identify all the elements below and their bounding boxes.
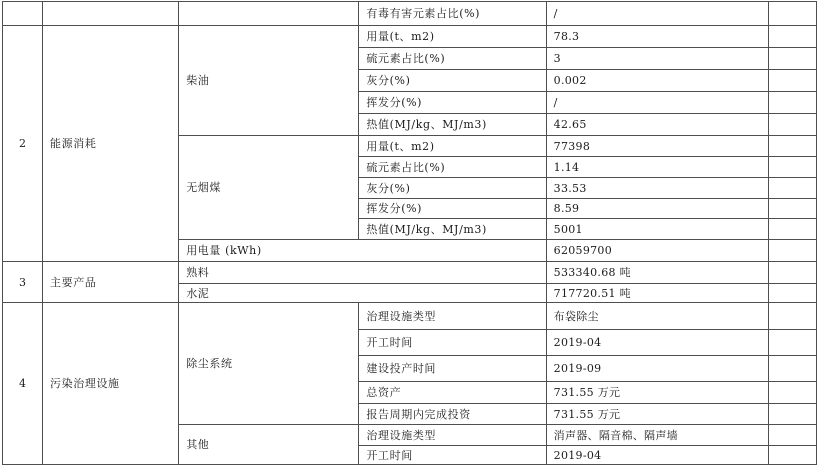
value-cell: 62059700 [546,240,768,262]
subcategory-cell: 熟料 [179,262,546,284]
spacer-cell [768,199,816,219]
subcategory-cell: 无烟煤 [179,136,359,240]
category-cell [43,2,179,26]
spacer-cell [768,446,816,465]
subcategory-cell: 用电量 (kWh) [179,240,546,262]
spacer-cell [768,356,816,382]
value-cell: 消声器、隔音棉、隔声墙 [546,425,768,446]
spacer-cell [768,2,816,26]
value-cell: 42.65 [546,114,768,136]
spacer-cell [768,48,816,70]
spacer-cell [768,425,816,446]
property-cell: 挥发分(%) [359,92,546,114]
subcategory-cell [179,2,359,26]
row-number-cell [3,2,43,26]
table-row [3,303,817,330]
row-number-cell: 3 [3,262,43,303]
spacer-cell [768,92,816,114]
category-cell: 能源消耗 [43,26,179,262]
value-cell: 布袋除尘 [546,303,768,330]
property-cell: 硫元素占比(%) [359,157,546,178]
property-cell: 开工时间 [359,330,546,356]
value-cell: / [546,92,768,114]
value-cell: 0.002 [546,70,768,92]
value-cell: 78.3 [546,26,768,48]
subcategory-cell: 水泥 [179,284,546,303]
value-cell: 533340.68 吨 [546,262,768,284]
environment-report-table [2,1,817,465]
subcategory-cell: 除尘系统 [179,303,359,425]
property-cell: 灰分(%) [359,178,546,199]
spacer-cell [768,136,816,157]
value-cell: 3 [546,48,768,70]
value-cell: 2019-04 [546,330,768,356]
report-table-body [3,2,817,465]
property-cell: 治理设施类型 [359,303,546,330]
property-cell: 挥发分(%) [359,199,546,219]
property-cell: 用量(t、m2) [359,26,546,48]
category-cell: 污染治理设施 [43,303,179,465]
property-cell: 治理设施类型 [359,425,546,446]
spacer-cell [768,178,816,199]
property-cell: 开工时间 [359,446,546,465]
spacer-cell [768,157,816,178]
subcategory-cell: 其他 [179,425,359,465]
category-cell: 主要产品 [43,262,179,303]
value-cell: 33.53 [546,178,768,199]
property-cell: 用量(t、m2) [359,136,546,157]
spacer-cell [768,70,816,92]
value-cell: 731.55 万元 [546,404,768,425]
property-cell: 硫元素占比(%) [359,48,546,70]
spacer-cell [768,219,816,240]
property-cell: 热值(MJ/kg、MJ/m3) [359,114,546,136]
row-number-cell: 2 [3,26,43,262]
value-cell: 2019-04 [546,446,768,465]
value-cell: 5001 [546,219,768,240]
spacer-cell [768,284,816,303]
property-cell: 热值(MJ/kg、MJ/m3) [359,219,546,240]
value-cell: 2019-09 [546,356,768,382]
value-cell: 717720.51 吨 [546,284,768,303]
subcategory-cell: 柴油 [179,26,359,136]
property-cell: 报告周期内完成投资 [359,404,546,425]
spacer-cell [768,114,816,136]
spacer-cell [768,404,816,425]
spacer-cell [768,262,816,284]
table-row [3,2,817,26]
value-cell: / [546,2,768,26]
spacer-cell [768,330,816,356]
value-cell: 1.14 [546,157,768,178]
table-row [3,262,817,284]
property-cell: 建设投产时间 [359,356,546,382]
spacer-cell [768,26,816,48]
row-number-cell: 4 [3,303,43,465]
property-cell: 总资产 [359,382,546,404]
spacer-cell [768,240,816,262]
value-cell: 8.59 [546,199,768,219]
property-cell: 灰分(%) [359,70,546,92]
value-cell: 731.55 万元 [546,382,768,404]
spacer-cell [768,303,816,330]
value-cell: 77398 [546,136,768,157]
table-row [3,26,817,48]
property-cell: 有毒有害元素占比(%) [359,2,546,26]
spacer-cell [768,382,816,404]
